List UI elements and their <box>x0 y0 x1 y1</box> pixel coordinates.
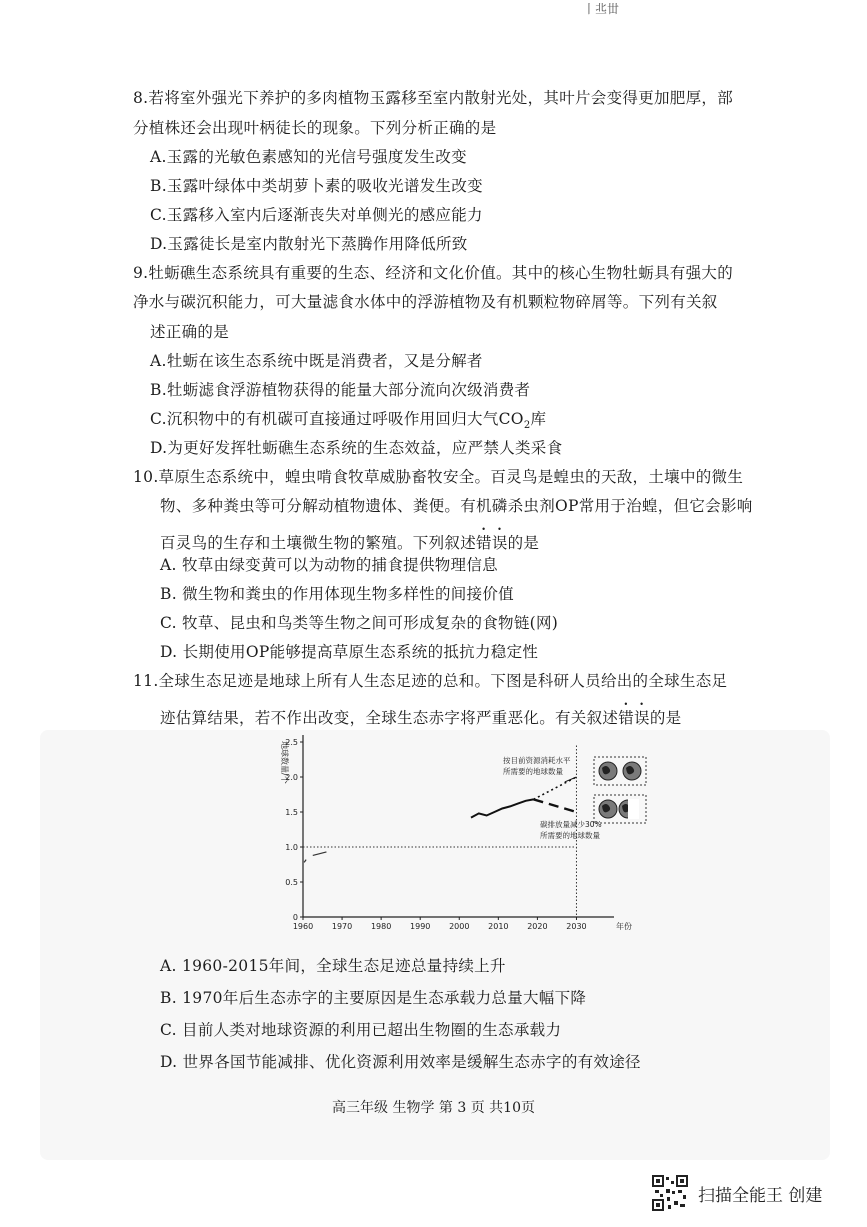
x-tick-label: 2020 <box>527 922 548 931</box>
q8-stem-line2: 分植株还会出现叶柄徒长的现象。下列分析正确的是 <box>133 119 497 137</box>
x-tick-label: 1960 <box>292 922 314 931</box>
series-solid-line <box>471 799 534 817</box>
series-dotted-line <box>533 777 576 799</box>
q11-option-a: A. 1960-2015年间，全球生态足迹总量持续上升 <box>160 957 506 975</box>
q8-option-c: C.玉露移入室内后逐渐丧失对单侧光的感应能力 <box>150 206 483 224</box>
x-tick-label: 2030 <box>566 922 587 931</box>
earth-half-icon <box>619 799 639 819</box>
q8-option-b: B.玉露叶绿体中类胡萝卜素的吸收光谱发生改变 <box>150 177 483 195</box>
q8-option-a: A.玉露的光敏色素感知的光信号强度发生改变 <box>150 148 467 166</box>
q9-stem-line1: 9.牡蛎礁生态系统具有重要的生态、经济和文化价值。其中的核心生物牡蛎具有强大的 <box>133 264 733 282</box>
q10-stem-line1: 10.草原生态系统中，蝗虫啃食牧草威胁畜牧安全。百灵鸟是蝗虫的天敌，土壤中的微生 <box>133 468 744 486</box>
top-mark: 丨丠丗 <box>583 2 620 16</box>
x-axis-label: 年份 <box>616 922 632 931</box>
earth-half-mask <box>628 799 639 819</box>
q9-option-a: A.牡蛎在该生态系统中既是消费者，又是分解者 <box>150 352 483 370</box>
q9-option-c: C.沉积物中的有机碳可直接通过呼吸作用回归大气$CO_2$库 <box>150 410 547 432</box>
q9-stem-line2: 净水与碳沉积能力，可大量滤食水体中的浮游植物及有机颗粒物碎屑等。下列有关叙 <box>133 293 718 311</box>
q11-stem-line2: 迹估算结果，若不作出改变，全球生态赤字将严重恶化。有关叙述错误的是 <box>160 709 682 727</box>
y-axis-label: 地球数量/个 <box>280 741 289 784</box>
q11-option-b: B. 1970年后生态赤字的主要原因是生态承载力总量大幅下降 <box>160 989 587 1007</box>
x-tick-label: 2000 <box>449 922 470 931</box>
q9-stem-line3: 述正确的是 <box>150 323 230 341</box>
arrow-to-upper-box <box>565 777 577 782</box>
watermark-text: 扫描全能王 创建 <box>698 1185 823 1206</box>
y-tick-label: 0.5 <box>285 878 298 887</box>
x-tick-label: 1990 <box>410 922 431 931</box>
x-tick-label: 1970 <box>331 922 353 931</box>
earth-icon <box>599 800 617 818</box>
qr-code-icon <box>652 1175 688 1211</box>
q8-stem-line1: 8.若将室外强光下养护的多肉植物玉露移至室内散射光处，其叶片会变得更加肥厚，部 <box>133 89 733 107</box>
q9-option-b: B.牡蛎滤食浮游植物获得的能量大部分流向次级消费者 <box>150 381 531 399</box>
q11-option-c: C. 目前人类对地球资源的利用已超出生物圈的生态承载力 <box>160 1021 562 1039</box>
q10-option-a: A. 牧草由绿变黄可以为动物的捕食提供物理信息 <box>160 556 498 574</box>
annotation-upper-line1: 按目前资源消耗水平 <box>503 756 571 765</box>
y-tick-label: 2.0 <box>285 773 298 782</box>
q10-option-d: D. 长期使用OP能够提高草原生态系统的抵抗力稳定性 <box>160 643 539 661</box>
series-dashed-line <box>533 799 576 812</box>
y-tick-label: 2.5 <box>285 738 298 747</box>
q9-option-d: D.为更好发挥牡蛎礁生态系统的生态效益，应严禁人类采食 <box>150 439 563 457</box>
early-trend-mark <box>304 860 306 863</box>
ecological-footprint-chart <box>258 727 658 937</box>
earth-icon <box>623 762 641 780</box>
q10-stem-line2: 物、多种粪虫等可分解动植物遗体、粪便。有机磷杀虫剂OP常用于治蝗，但它会影响 <box>160 497 753 515</box>
y-tick-label: 1.0 <box>285 843 298 852</box>
q10-option-c: C. 牧草、昆虫和鸟类等生物之间可形成复杂的食物链(网) <box>160 614 559 632</box>
scanner-watermark <box>652 1172 852 1214</box>
x-tick-label: 1980 <box>370 922 392 931</box>
earth-icon <box>599 762 617 780</box>
early-trend-mark <box>313 852 327 856</box>
q10-option-b: B. 微生物和粪虫的作用体现生物多样性的间接价值 <box>160 585 514 603</box>
q11-stem-line1: 11.全球生态足迹是地球上所有人生态足迹的总和。下图是科研人员给出的全球生态足 <box>133 672 728 690</box>
q8-option-d: D.玉露徒长是室内散射光下蒸腾作用降低所致 <box>150 235 468 253</box>
page-footer: 高三年级 生物学 第 3 页 共10页 <box>332 1100 535 1116</box>
q10-stem-line3: 百灵鸟的生存和土壤微生物的繁殖。下列叙述错误的是 <box>160 534 540 552</box>
x-tick-label: 2010 <box>488 922 509 931</box>
annotation-lower-line1: 碳排放量减少30% <box>540 820 602 829</box>
annotation-upper-line2: 所需要的地球数量 <box>503 767 563 776</box>
annotation-lower-line2: 所需要的地球数量 <box>540 831 600 840</box>
y-tick-label: 1.5 <box>285 808 298 817</box>
q11-option-d: D. 世界各国节能减排、优化资源利用效率是缓解生态赤字的有效途径 <box>160 1053 641 1071</box>
y-tick-label: 0 <box>292 913 298 922</box>
